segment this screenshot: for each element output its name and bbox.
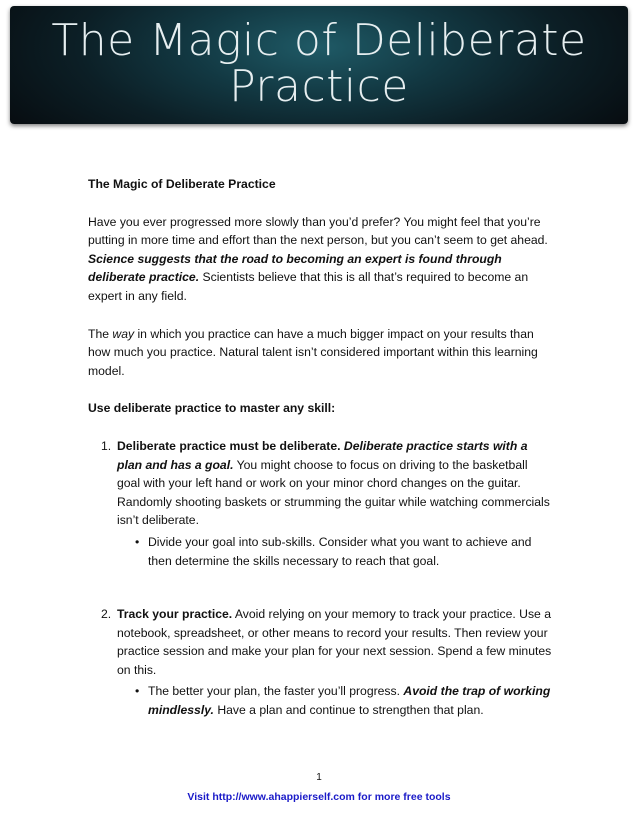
bullet-symbol: • bbox=[135, 684, 140, 699]
bullet-text-2: Have a plan and continue to strengthen that plan. bbox=[213, 703, 484, 718]
bullet-text: Divide your goal into sub-skills. Consider what you want to achieve and then determine the skills necessary to reach that goal. bbox=[148, 534, 532, 568]
paragraph-intro bbox=[88, 213, 553, 306]
list-item-text: Avoid relying on your memory to track your practice. Use a notebook, spreadsheet, or other means to record your results. Then review your practice session and make your plan for your next session. Spend a few minutes on this. bbox=[117, 607, 552, 677]
way-italic: way bbox=[112, 326, 135, 341]
banner-title-line2: Practice bbox=[229, 61, 409, 112]
bullet-item bbox=[117, 533, 553, 570]
list-spacer bbox=[88, 570, 553, 605]
document-title: The Magic of Deliberate Practice bbox=[88, 177, 276, 191]
bullet-symbol: • bbox=[135, 534, 140, 549]
way-text-2: in which you practice can have a much bigger impact on your results than how much you practice. Natural talent isn’t considered important within this learning model. bbox=[88, 326, 538, 378]
footer-link[interactable]: Visit http://www.ahappierself.com for more free tools bbox=[187, 791, 451, 803]
banner-title bbox=[10, 15, 628, 112]
page-number: 1 bbox=[316, 772, 322, 783]
banner-title-line1: The Magic of Deliberate bbox=[51, 15, 587, 66]
paragraph-way bbox=[88, 325, 553, 381]
list-item-bold: Track your practice. bbox=[117, 607, 233, 622]
bullet-list bbox=[117, 682, 553, 719]
list-item-number: 2. bbox=[101, 607, 112, 622]
list-item-number: 1. bbox=[101, 438, 112, 453]
document-body bbox=[88, 175, 553, 720]
list-item-bold: Deliberate practice must be deliberate. bbox=[117, 438, 341, 453]
numbered-list bbox=[88, 437, 553, 720]
list-item-emphasis: Deliberate practice starts with a plan and has a goal. bbox=[117, 438, 528, 472]
bullet-list bbox=[117, 533, 553, 570]
section-subheading: Use deliberate practice to master any skill: bbox=[88, 401, 336, 416]
list-item bbox=[88, 605, 553, 720]
bullet-emphasis: Avoid the trap of working mindlessly. bbox=[148, 684, 551, 718]
intro-text-2: Scientists believe that this is all that’s required to become an expert in any field. bbox=[88, 270, 529, 303]
list-item bbox=[88, 437, 553, 570]
bullet-item bbox=[117, 682, 553, 719]
header-banner bbox=[0, 0, 638, 130]
bullet-text: The better your plan, the faster you’ll progress. bbox=[148, 684, 404, 699]
intro-emphasis: Science suggests that the road to becoming an expert is found through deliberate practice. bbox=[88, 251, 502, 285]
intro-text-1: Have you ever progressed more slowly than you’d prefer? You might feel that you’re putting in more time and effort than the next person, but you can’t seem to get ahead. bbox=[88, 214, 548, 248]
list-item-text: You might choose to focus on driving to the basketball goal with your left hand or work on your minor chord changes on the guitar. Randomly shooting baskets or strumming the guitar while watching commercials isn’t deliberate. bbox=[117, 457, 550, 528]
way-text-1: The bbox=[88, 326, 113, 341]
